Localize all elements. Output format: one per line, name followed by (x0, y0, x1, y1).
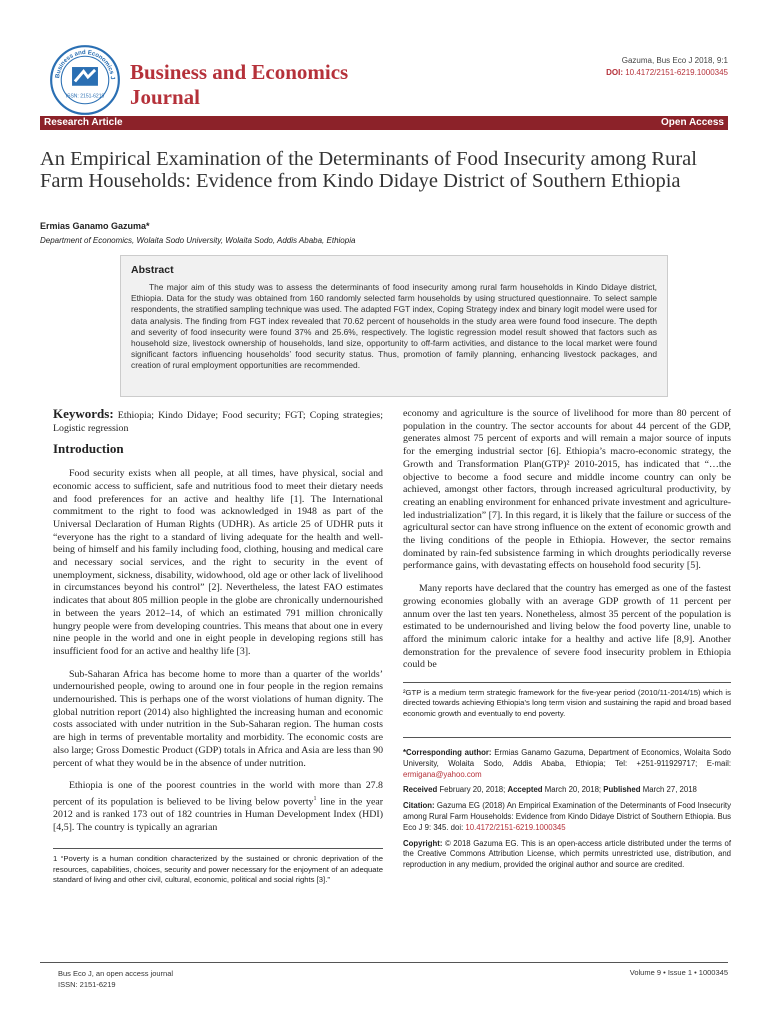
paper-title: An Empirical Examination of the Determinants of Food Insecurity among Rural Farm Households: Evidence from Kindo Didaye District of Southern Ethiopia (40, 148, 697, 192)
footer-volume: Volume 9 • Issue 1 • 1000345 (629, 968, 728, 977)
keywords-label: Keywords: (53, 406, 114, 421)
header-citation: Gazuma, Bus Eco J 2018, 9:1 (621, 56, 728, 65)
article-dates: Received February 20, 2018; Accepted March 20, 2018; Published March 27, 2018 (403, 785, 697, 795)
journal-logo (49, 44, 121, 116)
footer-journal-line: Bus Eco J, an open access journal (58, 969, 174, 978)
article-type-bar (40, 116, 728, 130)
article-metadata (403, 737, 731, 871)
logo-issn: ISSN: 2151-6219 (65, 93, 105, 100)
footnote-1: 1 “Poverty is a human condition characterized by the sustained or chronic deprivation of the resources, capabilities, choices, security and power necessary for the enjoyment of an adequate standard of living and other civil, cultural, economic, political and social rights [3].” (53, 854, 383, 884)
footnote-2: ²GTP is a medium term strategic framework for the five-year period (2010/11-2014/15) which is directed towards achieving Ethiopia’s long term vision and sustaining the rapid and broad based economic growth and eventually to end poverty. (403, 688, 731, 718)
abstract-heading: Abstract (131, 264, 174, 276)
journal-name: Business and Economics Journal (130, 60, 349, 109)
intro-paragraph-2: Sub-Saharan Africa has become home to more than a quarter of the worlds’ undernourished people, owing to around one in four people in the region remains undernourished. This is perhaps one of the worst violations of human dignity. The global nutrition report (2014) also highlighted the increasing human and economic costs associated with under nutrition in the Sub-Saharan region. The human costs are high in terms of preventable mortality and morbidity. The economic costs are also large; Gross Domestic Product (GDP) totals in Africa and Asia are less than 90 percent of what they would be in the absence of under nutrition. (53, 668, 384, 769)
article-citation: Citation: Gazuma EG (2018) An Empirical Examination of the Determinants of Food Insecurity among Rural Farm Households: Evidence from Kindo Didaye District of Southern Ethiopia. Bus Eco J 9: 345. doi: 10.4172/2151-6219.1000345 (403, 801, 731, 832)
logo-ring-text: Business and Economics J (54, 49, 116, 80)
author-email-link[interactable]: ermigana@yahoo.com (403, 769, 482, 779)
intro-paragraph-3: Ethiopia is one of the poorest countries in the world with more than 27.8 percent of its population is believed to be living below poverty$^1$ line in the year 2012 and is ranked 173 out of 182 countries in Human Development Index (HDI) [4,5]. The country is typically an agrarian (53, 780, 383, 833)
abstract-box (120, 255, 668, 397)
metadata-divider (403, 737, 731, 738)
footer-journal-info (58, 968, 173, 990)
doi-label: DOI: (606, 68, 623, 77)
corresponding-author: *Corresponding author: Ermias Ganamo Gazuma, Department of Economics, Wolaita Sodo University, Wolaita Sodo, Addis Ababa, Ethiopia; Tel: +251-911929717; E-mail: ermigana@yahoo.com (403, 747, 731, 779)
doi-link[interactable]: 10.4172/2151-6219.1000345 (625, 68, 728, 77)
author-affiliation: Department of Economics, Wolaita Sodo University, Wolaita Sodo, Addis Ababa, Ethiopia (40, 236, 356, 245)
keywords-text: Ethiopia; Kindo Didaye; Food security; FGT; Coping strategies; Logistic regression (53, 410, 384, 434)
open-access-label: Open Access (661, 117, 724, 128)
body-paragraph-right-2: Many reports have declared that the country has emerged as one of the fastest growing economies globally with an average GDP growth of 11 percent per annum over the last ten years. Nonetheless, almost 35 percent of the population is estimated to be undernourished and living below the food poverty line, unable to afford the minimum caloric intake for a healthy and active life [8,9]. Another demonstration for the prevalence of severe food insecurity problem in Ethiopia could be (403, 583, 731, 671)
abstract-text: The major aim of this study was to assess the determinants of food insecurity among rural farm households in Kindo Didaye district, Ethiopia. Data for the study was obtained from 160 randomly selected farm households by using structured questionnaire. To select sample respondents, the stratified sampling technique was used. The adapted FGT index, Coping Strategy index and binary logit model were used for data analysis. The finding from FGT index revealed that 70.62 percent of households in the study area were found food insecure. The depth and severity of food insecurity were found 37% and 25.6%, respectively. The logistic regression model result showed that factors such as household size, livestock ownership of households, land size, opportunity to off-farm activities, and distance to the local market were found significant factors influencing households’ food security status. Thus, promotion of family planning, enhancing livestock packages, and creation of rural employment opportunities are recommended. (131, 282, 657, 371)
intro-paragraph-1: Food security exists when all people, at all times, have physical, social and economic access to sufficient, safe and nutritious food to meet their dietary needs and food preferences for an active and healthy life [1]. The International commitment to the right to food was acknowledged in 1948 as part of the Universal Declaration of Human Rights (UDHR). As article 25 of UDHR puts it “everyone has the right to a standard of living adequate for the health and well-being of himself and his family including food, clothing, housing and medical care and necessary social services, and the right to security in the event of unemployment, sickness, disability, widowhood, old age or other lack of livelihood in circumstances beyond his control” [2]. Nevertheless, the latest FAO estimates indicates that about 805 million people in the globe are chronically undernourished in between the years 2012–14, of which an estimated 791 million chronically hungry people were from developing countries. This means that about one in every nine people in the world and one in eight people in developing regions still has insufficient food for an active and healthy life [3]. (53, 468, 383, 657)
left-column (53, 408, 383, 885)
footer-divider (40, 962, 728, 963)
author-name: Ermias Ganamo Gazuma* (40, 221, 150, 231)
introduction-heading: Introduction (53, 441, 124, 457)
right-column (403, 408, 731, 876)
article-type: Research Article (44, 117, 123, 128)
body-paragraph-right-1: economy and agriculture is the source of livelihood for more than 80 percent of population in the country. The sector accounts for about 44 percent of the GDP, generates almost 75 percent of exports and will remain a major source of inputs for the emerging industrial sector [6]. Ethiopia’s macro-economic strategy, the Growth and Transformation Plan(GTP)² 2010-2015, has indicated that “…the objective to become a food secure and middle income country can only be achieved, amongst other factors, through increased agricultural productivity, by creating an enabling environment for enhanced private investment and agriculture-led industrialization” [7]. In this regard, it is likely that the failure or success of the agricultural sector can have strong influence on the extent of economic growth and the living conditions of the people in Ethiopia. However, the sector remains dominated by rain-fed subsistence farming in which droughts periodically reverse performance gains, with devastating effects on household food security [5]. (403, 408, 731, 572)
header-citation-block (606, 55, 728, 79)
footnote-divider-right (403, 682, 731, 683)
copyright-notice: Copyright: © 2018 Gazuma EG. This is an open-access article distributed under the terms of the Creative Commons Attribution License, which permits unrestricted use, distribution, and reproduction in any medium, provided the original author and source are credited. (403, 838, 731, 870)
footnote-divider (53, 848, 383, 849)
footnote-marker: 1 (313, 795, 317, 802)
footer-issn: ISSN: 2151-6219 (58, 980, 116, 989)
citation-doi-link[interactable]: 10.4172/2151-6219.1000345 (465, 822, 566, 832)
